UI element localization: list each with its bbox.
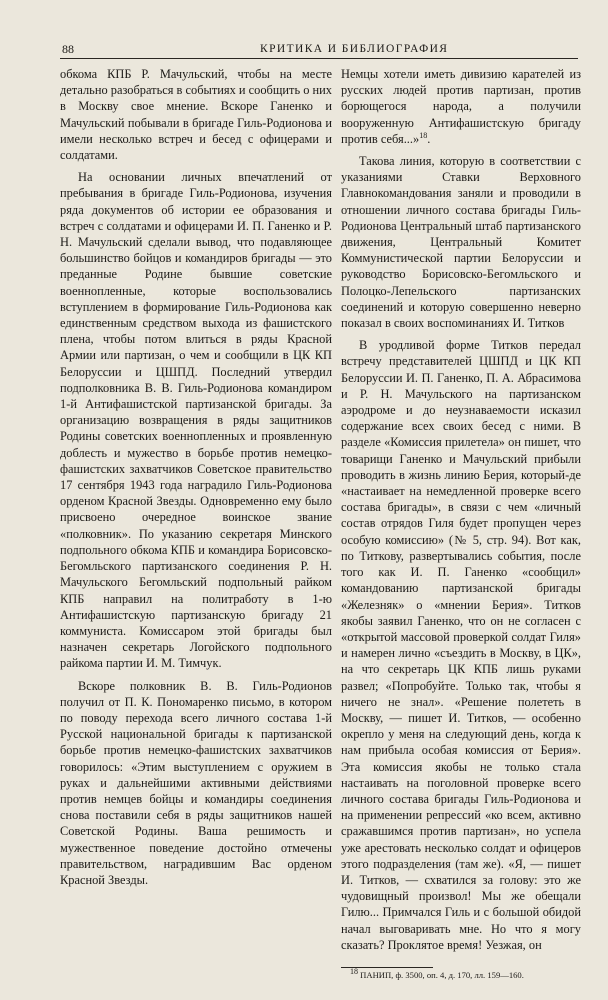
paragraph: Вскоре полковник В. В. Гиль-Родионов получил от П. К. Пономаренко письмо, в котором по поводу перехода всего личного состава 1-й Русской национальной бригады к партизанской борьбе против немецко-фашистских захватчиков говорилось: «Этим выступлением с оружием в руках и дальнейшими активными действиями против немцев бойцы и командиры соединения снова поставили себя в ряды защитников нашей Советской Родины. Ваша решимость и мужественное поведение достойно отмечены правительством, наградившим Вас орденом Красной Звезды.	[60, 678, 332, 887]
footnote-text: ПАНИП, ф. 3500, оп. 4, д. 170, лл. 159—160.	[360, 970, 524, 980]
paragraph: В уродливой форме Титков передал встречу представителей ЦШПД и ЦК КП Белоруссии И. П. Ганенко, П. А. Абрасимова и Р. Н. Мачульского на партизанском аэродроме и до неузнаваемости исказил содержание всех своих бесед с ними. В разделе «Комиссия прилетела» он пишет, что товарищи Ганенко и Мачульский прибыли проводить в жизнь линию Берия, который-де «настаивает на немедленной проверке всего состава бригады», в связи с чем «личный состав отрядов Гиля будет пропущен через особую комиссию» (№ 5, стр. 94). Вот как, по Титкову, развертывались события, после того как И. П. Ганенко «сообщил» командованию партизанской бригады «Железняк» о «мнении Берия». Титков якобы заявил Ганенко, что он не согласен с «открытой массовой проверкой солдат Гиля» и намерен лично «съездить в Москву, в ЦК», на что секретарь ЦК КПБ лишь руками развел; «Попробуйте. Только так, чтобы я ничего не знал». «Решение полететь в Москву, — пишет И. Титков, — особенно окрепло у меня на следующий день, когда к нам прибыла особая комиссия от Берия». Эта комиссия якобы не только стала настаивать на поголовной проверке всего личного состава бригады Гиль-Родионова и на применении репрессий «ко всем, активно сражавшимся против партизан», но успела уже арестовать несколько солдат и офицеров этого подразделения (там же). «Я, — пишет И. Титков, — схватился за голову: это же чудовищный произвол! Мы же обещали Гилю... Примчался Гиль и с большой обидой начал выговаривать мне. Но что я могу сказать? Проклятое время! Уезжая, он	[341, 338, 581, 952]
paragraph-text: Немцы хотели иметь дивизию карателей из русских людей против партизан, против борющегося народа, а получили вооруженную Антифашистскую бригаду против себя...»	[341, 67, 581, 146]
paragraph: Немцы хотели иметь дивизию карателей из русских людей против партизан, против борющегося народа, а получили вооруженную Антифашистскую бригаду против себя...»$^{18}$.	[341, 67, 581, 146]
left-column	[60, 66, 332, 894]
paragraph: обкома КПБ Р. Мачульский, чтобы на месте детально разобраться в событиях и сообщить о них в Москву свое мнение. Вскоре Ганенко и Мачульский побывали в бригаде Гиль-Родионова и имели несколько встреч и бесед с офицерами и солдатами.	[60, 67, 332, 163]
footnote	[350, 967, 582, 981]
footnote-marker: 18	[350, 967, 358, 977]
right-column	[341, 66, 581, 959]
paragraph: На основании личных впечатлений от пребывания в бригаде Гиль-Родионова, изучения ряда документов об истории ее образования и встреч с солдатами и офицерами И. П. Ганенко и Р. Н. Мачульский сделали вывод, что подавляющее большинство бойцов и командиров бригады — это преданные Родине бывшие советские военнопленные, которые воспользовались вступлением в формирование Гиль-Родионова как единственным средством выхода из фашистского плена, чтобы потом влиться в ряды Красной Армии или партизан, о чем и сообщили в ЦК КП Белоруссии и ЦШПД. Последний утвердил подполковника В. В. Гиль-Родионова командиром 1-й Антифашистской партизанской бригады. За организацию возвращения в ряды защитников Родины советских военнопленных и проявленную доблесть и мужество в борьбе против немецко-фашистских захватчиков Советское правительство 17 сентября 1943 года наградило Гиль-Родионова орденом Красной Звезды. Одновременно ему было присвоено очередное воинское звание «полковник». По указанию секретаря Минского подпольного обкома КПБ и командира Борисовско-Бегомльского партизанского соединения Р. Н. Мачульского Бегомльский подпольный райком КПБ направил на политработу в 1-ю Антифашистскую партизанскую бригаду 21 коммуниста. Комиссаром этой бригады был назначен секретарь Логойского подпольного райкома партии И. М. Тимчук.	[60, 170, 332, 671]
paragraph: Такова линия, которую в соответствии с указаниями Ставки Верховного Главнокомандования заняли и проводили в отношении личного состава бригады Гиль-Родионова Центральный штаб партизанского движения, Центральный Комитет Коммунистической партии Белоруссии и руководство Борисовско-Бегомльского и Полоцко-Лепельского партизанских соединений и которую совершенно неверно показал в своих воспоминаниях И. Титков	[341, 154, 581, 331]
section-title: КРИТИКА И БИБЛИОГРАФИЯ	[260, 43, 449, 55]
page-number: 88	[62, 42, 74, 56]
footnote-reference: 18	[419, 130, 428, 140]
running-head	[60, 40, 578, 59]
